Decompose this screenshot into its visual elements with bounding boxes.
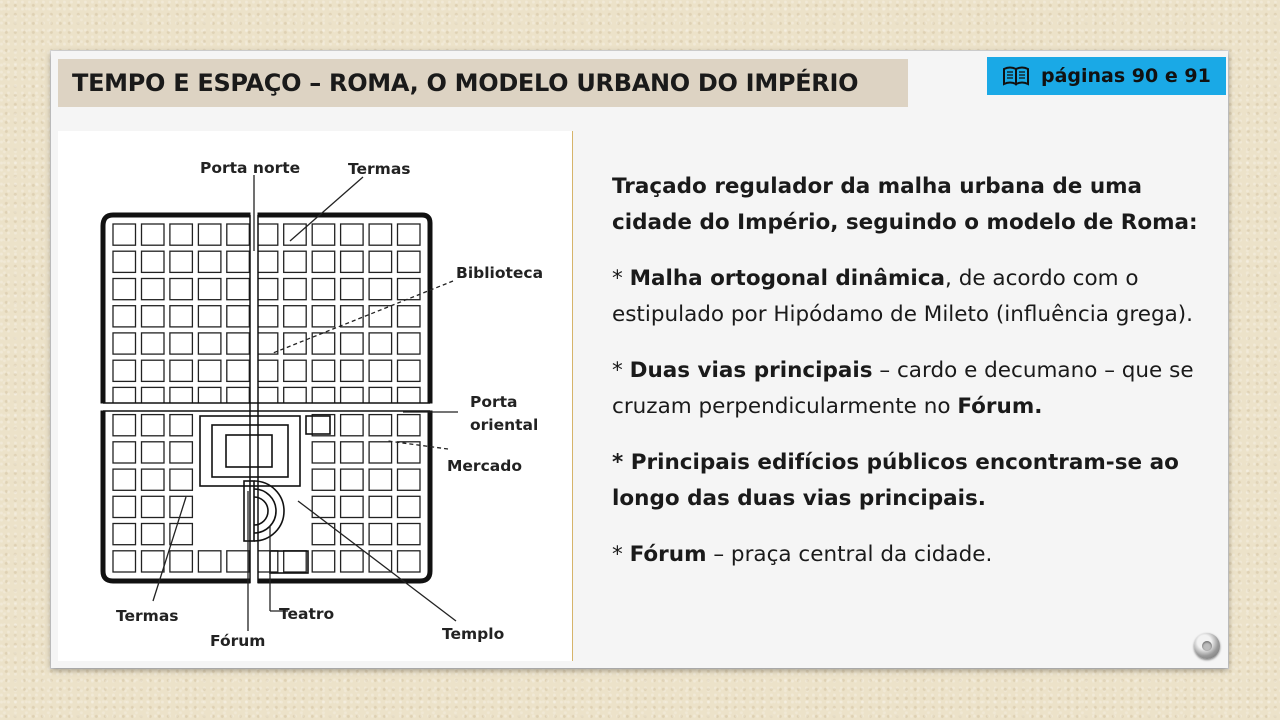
city-block	[312, 306, 335, 327]
city-block	[142, 524, 165, 545]
city-block	[170, 524, 193, 545]
label-templo: Templo	[442, 625, 505, 643]
city-block	[113, 442, 136, 463]
label-teatro: Teatro	[279, 605, 335, 623]
city-block	[142, 551, 165, 572]
bullet-forum: * Fórum – praça central da cidade.	[612, 542, 993, 567]
label-mercado: Mercado	[447, 457, 522, 475]
city-block	[113, 333, 136, 354]
label-oriental: oriental	[470, 416, 539, 434]
pages-label: páginas 90 e 91	[1041, 65, 1211, 87]
city-block	[284, 306, 307, 327]
forum-complex	[200, 416, 330, 573]
book-icon	[1003, 66, 1029, 86]
city-block	[227, 360, 250, 381]
city-block	[369, 469, 392, 490]
city-block	[113, 496, 136, 517]
city-block	[142, 496, 165, 517]
city-block	[312, 360, 335, 381]
city-block	[170, 224, 193, 245]
city-block	[341, 496, 364, 517]
city-block	[142, 442, 165, 463]
city-block	[398, 469, 421, 490]
pages-badge	[987, 57, 1226, 95]
content-text	[612, 169, 1212, 593]
city-block	[113, 415, 136, 436]
city-block	[142, 415, 165, 436]
city-block	[369, 360, 392, 381]
city-block	[113, 469, 136, 490]
city-block	[341, 551, 364, 572]
city-block	[398, 224, 421, 245]
city-block	[142, 251, 165, 272]
city-block	[312, 415, 335, 436]
slide-title: TEMPO E ESPAÇO – ROMA, O MODELO URBANO DO IMPÉRIO	[58, 59, 908, 107]
city-block	[369, 224, 392, 245]
city-grid	[113, 224, 420, 572]
city-block	[284, 251, 307, 272]
city-plan-image	[58, 131, 572, 661]
label-termas-bottom: Termas	[116, 607, 179, 625]
bullet-edificios: * Principais edifícios públicos encontram-se ao longo das duas vias principais.	[612, 450, 1179, 511]
city-block	[398, 415, 421, 436]
city-block	[113, 224, 136, 245]
city-block	[170, 415, 193, 436]
city-block	[369, 524, 392, 545]
city-block	[369, 415, 392, 436]
city-block	[170, 251, 193, 272]
city-block	[398, 333, 421, 354]
slide-nav-button[interactable]	[1194, 633, 1220, 659]
city-block	[341, 251, 364, 272]
city-block	[284, 360, 307, 381]
column-divider	[572, 131, 573, 661]
city-block	[284, 279, 307, 300]
city-block	[398, 251, 421, 272]
city-block	[341, 224, 364, 245]
city-block	[113, 524, 136, 545]
city-block	[170, 469, 193, 490]
city-block	[198, 551, 221, 572]
city-block	[142, 224, 165, 245]
label-porta: Porta	[470, 393, 518, 411]
city-block	[398, 496, 421, 517]
city-block	[198, 224, 221, 245]
city-block	[142, 306, 165, 327]
city-block	[113, 279, 136, 300]
city-block	[227, 279, 250, 300]
city-block	[312, 224, 335, 245]
city-block	[369, 333, 392, 354]
label-porta-norte: Porta norte	[200, 159, 301, 177]
city-block	[341, 333, 364, 354]
city-block	[398, 524, 421, 545]
city-block	[369, 251, 392, 272]
city-block	[341, 415, 364, 436]
city-block	[170, 306, 193, 327]
city-block	[369, 306, 392, 327]
city-block	[170, 442, 193, 463]
city-block	[142, 279, 165, 300]
city-block	[284, 551, 307, 572]
city-block	[113, 551, 136, 572]
city-block	[170, 279, 193, 300]
city-block	[198, 251, 221, 272]
city-block	[113, 360, 136, 381]
city-block	[227, 251, 250, 272]
city-block	[198, 333, 221, 354]
city-block	[227, 306, 250, 327]
city-block	[227, 333, 250, 354]
city-block	[312, 469, 335, 490]
city-block	[198, 279, 221, 300]
city-block	[341, 360, 364, 381]
city-block	[198, 360, 221, 381]
city-block	[170, 360, 193, 381]
city-block	[142, 360, 165, 381]
city-block	[369, 279, 392, 300]
city-block	[312, 442, 335, 463]
label-forum: Fórum	[210, 632, 266, 650]
city-block	[341, 469, 364, 490]
city-block	[284, 333, 307, 354]
city-block	[398, 306, 421, 327]
main-roads	[98, 209, 436, 587]
city-block	[398, 279, 421, 300]
city-block	[170, 551, 193, 572]
city-block	[341, 306, 364, 327]
slide	[51, 51, 1228, 668]
bullet-malha: * Malha ortogonal dinâmica, de acordo com o estipulado por Hipódamo de Mileto (influência grega).	[612, 266, 1194, 327]
city-block	[398, 360, 421, 381]
content-heading: Traçado regulador da malha urbana de uma cidade do Império, seguindo o modelo de Roma:	[612, 174, 1198, 235]
city-block	[198, 306, 221, 327]
label-termas-top: Termas	[348, 160, 411, 178]
city-block	[369, 496, 392, 517]
city-block	[369, 442, 392, 463]
city-block	[142, 333, 165, 354]
city-block	[227, 224, 250, 245]
city-block	[312, 251, 335, 272]
city-block	[341, 442, 364, 463]
city-block	[312, 279, 335, 300]
city-block	[113, 306, 136, 327]
city-block	[312, 551, 335, 572]
bullet-vias: * Duas vias principais – cardo e decumano – que se cruzam perpendicularmente no Fórum.	[612, 358, 1194, 419]
city-block	[170, 333, 193, 354]
city-block	[142, 469, 165, 490]
city-block	[284, 224, 307, 245]
city-block	[227, 551, 250, 572]
city-block	[341, 279, 364, 300]
city-walls	[103, 215, 430, 581]
label-biblioteca: Biblioteca	[456, 264, 544, 282]
city-block	[398, 551, 421, 572]
city-block	[113, 251, 136, 272]
